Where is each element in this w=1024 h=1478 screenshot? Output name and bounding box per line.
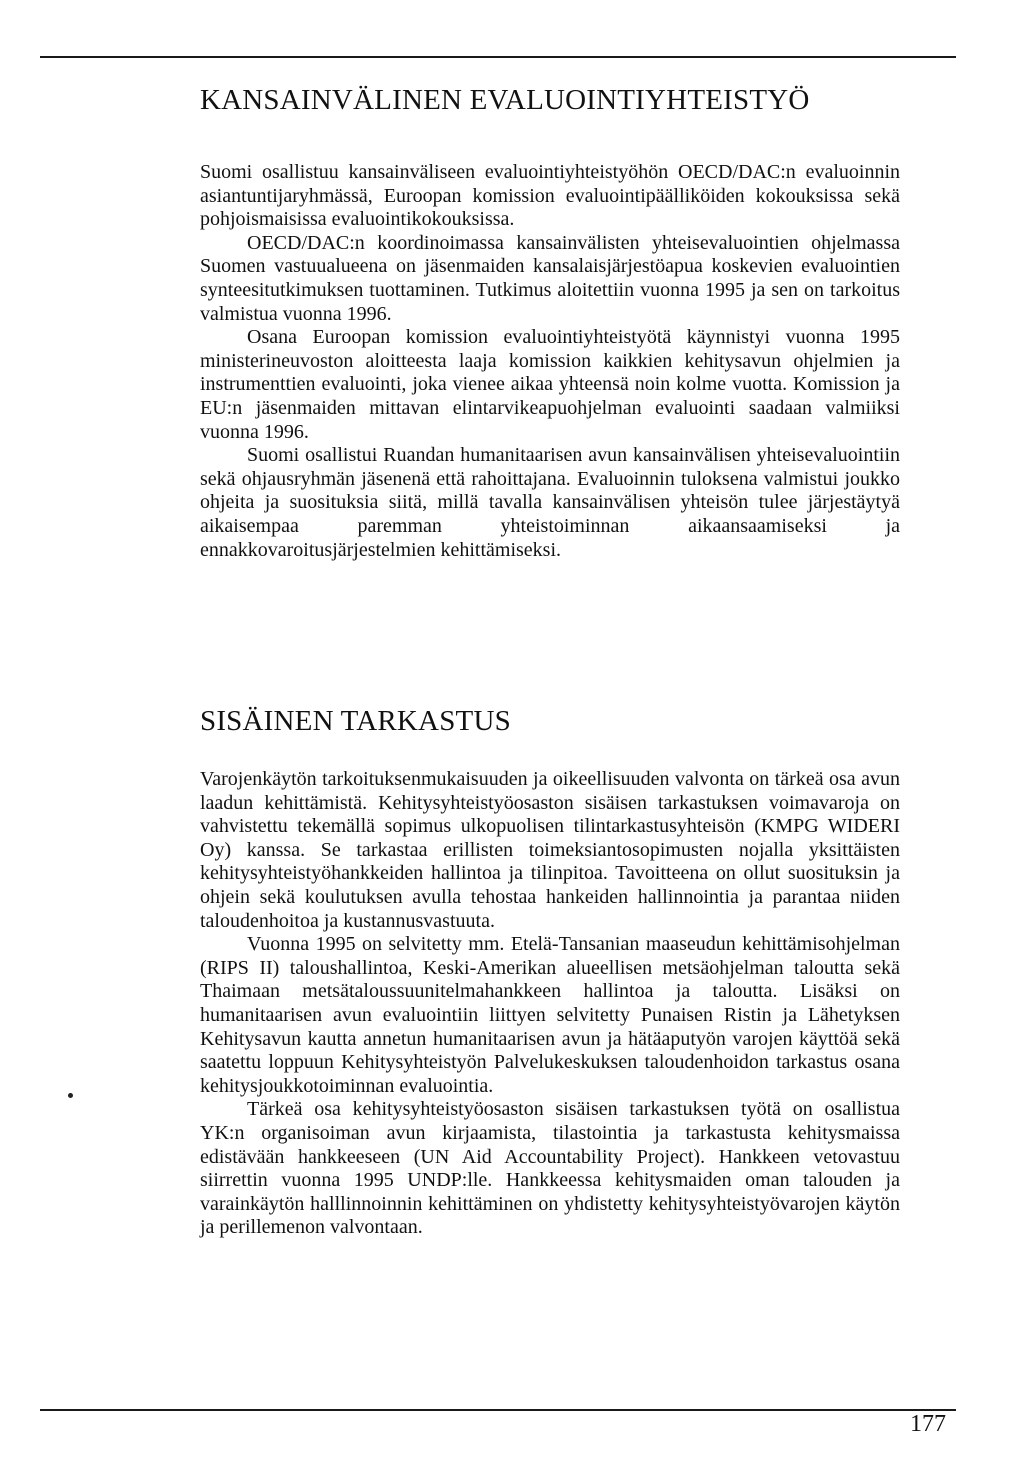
section-body-international-evaluation bbox=[200, 161, 900, 562]
bottom-rule bbox=[40, 1409, 956, 1411]
section-body-internal-audit bbox=[200, 768, 900, 1240]
paragraph: OECD/DAC:n koordinoimassa kansainvälisten yhteisevaluointien ohjelmassa Suomen vastuualueena on jäsenmaiden kansalaisjärjestöapua koskevien evaluointien synteesitutkimuksen tuottaminen. Tutkimus aloitettiin vuonna 1995 ja sen on tarkoitus valmistua vuonna 1996. bbox=[200, 231, 900, 325]
paragraph: Vuonna 1995 on selvitetty mm. Etelä-Tansanian maaseudun kehittämisohjelman (RIPS II) taloushallintoa, Keski-Amerikan alueellisen metsäohjelman taloutta sekä Thaimaan metsätaloussuunitelmahankkeen hallintoa ja taloutta. Lisäksi on humanitaarisen avun evaluointiin liittyen selvitetty Punaisen Ristin ja Lähetyksen Kehitysavun kautta annetun humanitaarisen avun ja hätäaputyön varojen käyttöä sekä saatettu loppuun Kehitysyhteistyön Palvelukeskuksen taloudenhoidon tarkastus osana kehitysjoukkotoiminnan evaluointia. bbox=[200, 933, 900, 1097]
page-number: 177 bbox=[910, 1411, 946, 1437]
paragraph: Suomi osallistuu kansainväliseen evaluointiyhteistyöhön OECD/DAC:n evaluoinnin asiantuntijaryhmässä, Euroopan komission evaluointipäälliköiden kokouksissa sekä pohjoismaisissa evaluointikokouksissa. bbox=[200, 161, 900, 231]
paragraph: Varojenkäytön tarkoituksenmukaisuuden ja oikeellisuuden valvonta on tärkeä osa avun laadun kehittämistä. Kehitysyhteistyöosaston sisäisen tarkastuksen voimavaroja on vahvistettu tekemällä sopimus ulkopuolisen tilintarkastusyhteisön (KMPG WIDERI Oy) kanssa. Se tarkastaa erillisten toimeksiantosopimusten nojalla yksittäisten kehitysyhteistyöhankkeiden hallintoa ja tilinpitoa. Tavoitteena on ollut suosituksin ja ohjein sekä koulutuksen avulla tehostaa hankeiden hallinnointia ja parantaa niiden taloudenhoitoa ja kustannusvastuuta. bbox=[200, 768, 900, 932]
paragraph: Suomi osallistui Ruandan humanitaarisen avun kansainvälisen yhteisevaluointiin sekä ohjausryhmän jäsenenä että rahoittajana. Evaluoinnin tuloksena valmistui joukko ohjeita ja suosituksia siitä, millä tavalla kansainvälisen yhteisön tulee järjestäytyä aikaisempaa paremman yhteistoiminnan aikaansaamiseksi ja ennakkovaroitusjärjestelmien kehittämiseksi. bbox=[200, 444, 900, 561]
scan-speck bbox=[68, 1093, 73, 1098]
section-heading-internal-audit: SISÄINEN TARKASTUS bbox=[200, 705, 511, 737]
top-rule bbox=[40, 56, 956, 58]
paragraph: Osana Euroopan komission evaluointiyhteistyötä käynnistyi vuonna 1995 ministerineuvoston aloitteesta laaja komission kaikkien kehitysavun ohjelmien ja instrumenttien evaluointi, joka vienee aikaa yhteensä noin kolme vuotta. Komission ja EU:n jäsenmaiden mittavan elintarvikeapuohjelman evaluointi saadaan valmiiksi vuonna 1996. bbox=[200, 326, 900, 443]
section-heading-international-evaluation: KANSAINVÄLINEN EVALUOINTIYHTEISTYÖ bbox=[200, 84, 810, 116]
paragraph: Tärkeä osa kehitysyhteistyöosaston sisäisen tarkastuksen työtä on osallistua YK:n organisoiman avun kirjaamista, tilastointia ja tarkastusta kehitysmaissa edistävään hankkeeseen (UN Aid Accountability Project). Hankkeen vetovastuu siirrettin vuonna 1995 UNDP:lle. Hankkeessa kehitysmaiden oman talouden ja varainkäytön halllinnoinnin kehittäminen on yhdistetty kehitysyhteistyövarojen käytön ja perillemenon valvontaan. bbox=[200, 1098, 900, 1239]
